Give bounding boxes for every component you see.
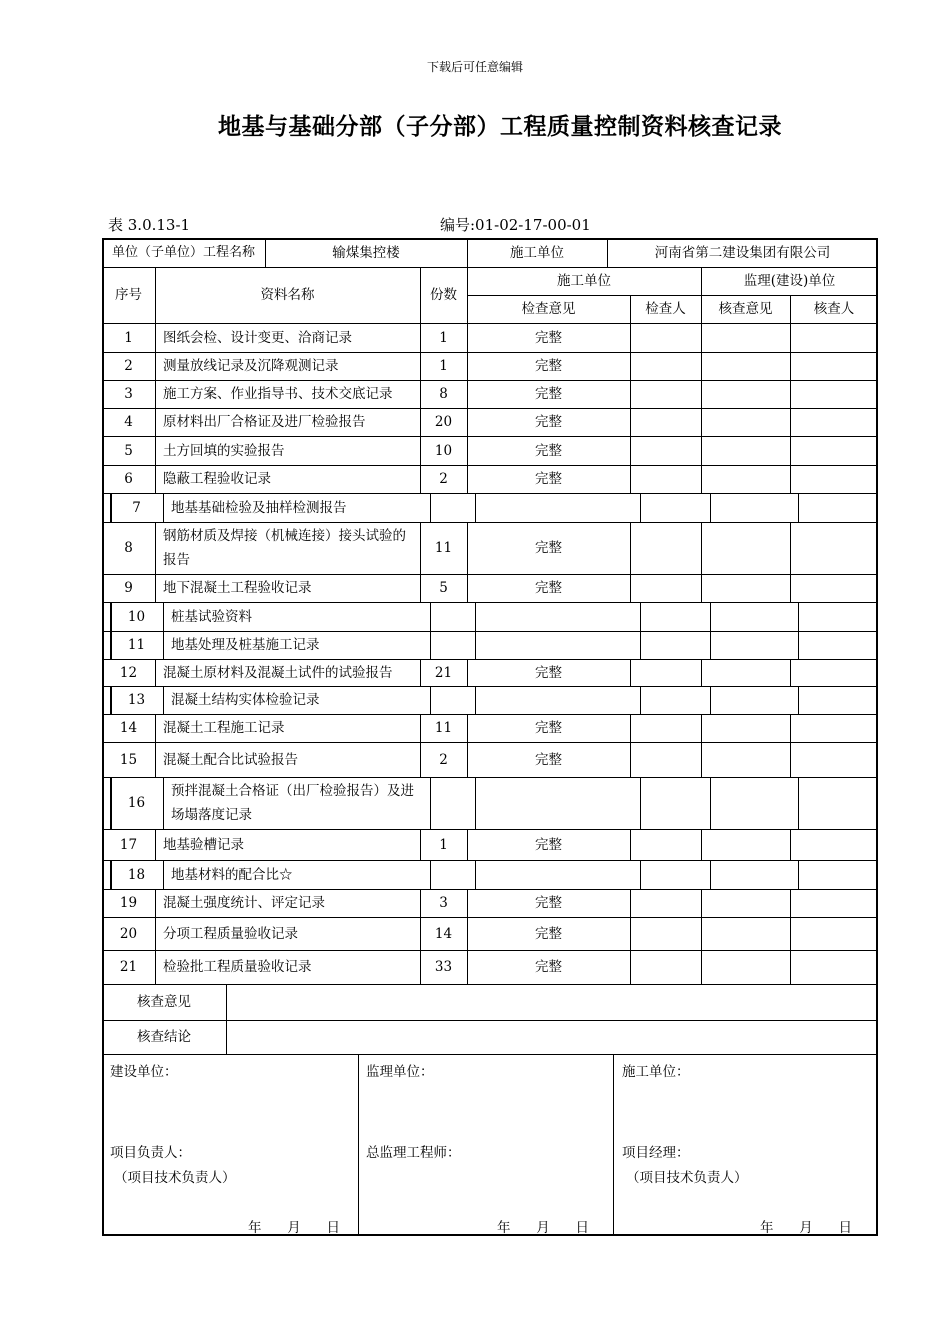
row-doc-name: 混凝土原材料及混凝土试件的试验报告 <box>163 664 393 681</box>
col-divider <box>790 465 791 493</box>
col-divider <box>630 659 631 686</box>
document-title: 地基与基础分部（子分部）工程质量控制资料核查记录 <box>218 114 782 140</box>
header-verify-opinion: 核查意见 <box>718 301 773 317</box>
col-divider <box>798 860 799 889</box>
col-divider <box>640 860 641 889</box>
row-seq: 18 <box>127 866 146 883</box>
row-copies: 1 <box>439 836 448 853</box>
col-divider <box>630 380 631 408</box>
col-divider <box>701 436 702 465</box>
row-seq: 7 <box>132 499 141 516</box>
row-doc-name: 桩基试验资料 <box>171 608 252 625</box>
row-seq: 14 <box>119 720 138 736</box>
row-doc-name: 地基基础检验及抽样检测报告 <box>171 499 347 516</box>
row-check-opinion: 完整 <box>535 414 562 430</box>
header-supervisor: 监理(建设)单位 <box>743 273 836 289</box>
col-divider <box>790 742 791 777</box>
signature-person: 项目经理： <box>622 1145 690 1161</box>
row-copies: 11 <box>434 540 453 556</box>
header-contractor: 施工单位 <box>557 273 611 289</box>
row-copies <box>430 493 475 522</box>
row-check-opinion: 完整 <box>535 580 562 596</box>
header-seq: 序号 <box>115 287 142 303</box>
col-divider <box>701 352 702 380</box>
project-name-value: 输煤集控楼 <box>332 244 400 261</box>
row-doc-name: 测量放线记录及沉降观测记录 <box>163 358 339 374</box>
row-seq: 1 <box>124 329 133 346</box>
row-doc-name: 施工方案、作业指导书、技术交底记录 <box>163 386 393 402</box>
col-divider <box>790 917 791 950</box>
row-seq: 5 <box>124 442 133 459</box>
col-divider <box>790 408 791 436</box>
col-divider <box>790 574 791 602</box>
row-check-opinion <box>475 777 640 829</box>
signature-unit: 建设单位： <box>110 1064 178 1080</box>
col-divider <box>640 686 641 714</box>
row-copies: 3 <box>439 895 448 911</box>
col-divider <box>630 465 631 493</box>
row-check-opinion <box>475 686 640 714</box>
signature-person-sub: （项目技术负责人） <box>626 1170 748 1186</box>
row-doc-name: 预拌混凝土合格证（出厂检验报告）及进场塌落度记录 <box>171 783 414 823</box>
col-divider <box>640 777 641 829</box>
row-seq: 9 <box>124 580 133 596</box>
row-copies <box>430 631 475 659</box>
col-divider <box>790 659 791 686</box>
signature-date: 年 月 日 <box>760 1220 852 1236</box>
col-divider <box>701 380 702 408</box>
row-copies <box>430 686 475 714</box>
row-seq: 10 <box>127 608 146 625</box>
col-divider <box>630 352 631 380</box>
row-copies: 14 <box>434 925 453 942</box>
row-check-opinion <box>475 602 640 631</box>
row-doc-name: 检验批工程质量验收记录 <box>163 959 312 975</box>
row-copies: 2 <box>439 471 448 487</box>
row-doc-name: 地下混凝土工程验收记录 <box>163 580 312 596</box>
col-divider <box>630 950 631 984</box>
row-seq: 16 <box>127 795 146 811</box>
col-divider <box>613 1054 614 1236</box>
document-number: 编号:01-02-17-00-01 <box>440 216 591 234</box>
col-divider <box>790 323 791 352</box>
row-doc-name: 图纸会检、设计变更、洽商记录 <box>163 329 352 346</box>
row-check-opinion: 完整 <box>535 386 562 402</box>
col-divider <box>701 714 702 742</box>
row-seq: 13 <box>127 692 146 708</box>
row-doc-name: 混凝土配合比试验报告 <box>163 751 298 768</box>
col-divider <box>630 829 631 860</box>
project-name-label: 单位（子单位）工程名称 <box>111 244 255 260</box>
col-divider <box>710 686 711 714</box>
header-checker: 检查人 <box>645 301 686 317</box>
row-check-opinion: 完整 <box>535 751 562 768</box>
col-divider <box>630 742 631 777</box>
col-divider <box>701 889 702 917</box>
col-divider <box>701 465 702 493</box>
signature-date: 年 月 日 <box>497 1220 589 1236</box>
header-verifier: 核查人 <box>813 301 855 317</box>
row-check-opinion: 完整 <box>535 925 562 942</box>
row-doc-name: 隐蔽工程验收记录 <box>163 471 271 487</box>
row-copies <box>430 602 475 631</box>
row-seq: 2 <box>124 358 133 374</box>
row-doc-name: 混凝土工程施工记录 <box>163 720 285 736</box>
row-check-opinion <box>475 860 640 889</box>
row-check-opinion: 完整 <box>535 471 562 487</box>
col-divider <box>790 522 791 574</box>
row-doc-name: 原材料出厂合格证及进厂检验报告 <box>163 414 366 430</box>
col-divider <box>710 493 711 522</box>
col-divider <box>710 602 711 631</box>
col-divider <box>790 714 791 742</box>
col-divider <box>798 631 799 659</box>
row-seq: 21 <box>119 959 138 975</box>
col-divider <box>701 917 702 950</box>
row-seq: 20 <box>119 925 138 942</box>
row-check-opinion: 完整 <box>535 664 562 681</box>
header-note: 下载后可任意编辑 <box>426 60 523 74</box>
col-divider <box>790 352 791 380</box>
row-doc-name: 分项工程质量验收记录 <box>163 925 298 942</box>
col-divider <box>701 742 702 777</box>
row-check-opinion: 完整 <box>535 720 562 736</box>
col-divider <box>640 602 641 631</box>
col-divider <box>790 380 791 408</box>
col-divider <box>630 323 631 352</box>
review-conclusion-label: 核查结论 <box>137 1029 191 1045</box>
col-divider <box>630 889 631 917</box>
row-copies: 33 <box>434 959 453 975</box>
signature-unit: 监理单位： <box>366 1064 434 1080</box>
row-check-opinion: 完整 <box>535 895 562 911</box>
row-check-opinion <box>475 493 640 522</box>
col-divider <box>790 889 791 917</box>
col-divider <box>701 829 702 860</box>
row-seq: 12 <box>119 664 138 681</box>
header-copies: 份数 <box>430 287 457 303</box>
signature-person: 总监理工程师： <box>366 1145 461 1161</box>
row-doc-name: 混凝土强度统计、评定记录 <box>163 895 325 911</box>
col-divider <box>640 493 641 522</box>
row-seq: 15 <box>119 751 138 768</box>
row-divider <box>102 1054 878 1055</box>
row-copies: 2 <box>439 751 448 768</box>
col-divider <box>798 686 799 714</box>
col-divider <box>640 631 641 659</box>
col-divider <box>790 829 791 860</box>
row-copies <box>430 860 475 889</box>
row-doc-name: 地基处理及桩基施工记录 <box>171 637 320 653</box>
col-divider <box>710 860 711 889</box>
row-doc-name: 土方回填的实验报告 <box>163 442 285 459</box>
col-divider <box>701 408 702 436</box>
col-divider <box>630 917 631 950</box>
col-divider <box>630 436 631 465</box>
col-divider <box>630 408 631 436</box>
row-doc-name: 混凝土结构实体检验记录 <box>171 692 320 708</box>
row-copies: 21 <box>434 664 453 681</box>
col-divider <box>798 493 799 522</box>
col-divider <box>701 574 702 602</box>
signature-person: 项目负责人： <box>110 1145 191 1161</box>
header-doc-name: 资料名称 <box>260 287 315 303</box>
row-seq: 8 <box>124 540 133 556</box>
row-doc-name: 钢筋材质及焊接（机械连接）接头试验的报告 <box>163 528 406 568</box>
signature-date: 年 月 日 <box>248 1220 340 1236</box>
col-divider <box>798 602 799 631</box>
col-divider <box>226 984 227 1054</box>
row-check-opinion: 完整 <box>535 358 562 374</box>
col-divider <box>790 950 791 984</box>
col-divider <box>358 1054 359 1236</box>
row-check-opinion: 完整 <box>535 540 562 556</box>
row-doc-name: 地基验槽记录 <box>163 836 244 853</box>
row-check-opinion: 完整 <box>535 959 562 975</box>
row-copies: 8 <box>439 386 448 402</box>
col-divider <box>630 522 631 574</box>
row-copies: 10 <box>434 442 453 459</box>
row-check-opinion: 完整 <box>535 329 562 346</box>
signature-person-sub: （项目技术负责人） <box>114 1170 236 1186</box>
contractor-label: 施工单位 <box>510 244 564 261</box>
row-seq: 6 <box>124 471 133 487</box>
header-check-opinion: 检查意见 <box>521 301 576 317</box>
col-divider <box>701 950 702 984</box>
row-check-opinion <box>475 631 640 659</box>
col-divider <box>630 714 631 742</box>
col-divider <box>790 436 791 465</box>
review-opinion-label: 核查意见 <box>137 994 191 1010</box>
row-copies: 11 <box>434 720 453 736</box>
col-divider <box>630 574 631 602</box>
row-copies: 1 <box>439 358 448 374</box>
contractor-value: 河南省第二建设集团有限公司 <box>654 244 831 261</box>
row-check-opinion: 完整 <box>535 442 562 459</box>
row-seq: 3 <box>124 386 133 402</box>
col-divider <box>710 777 711 829</box>
col-divider <box>701 659 702 686</box>
row-copies: 20 <box>434 414 453 430</box>
row-copies: 1 <box>439 329 448 346</box>
col-divider <box>798 777 799 829</box>
table-number: 表 3.0.13-1 <box>108 216 191 234</box>
row-copies: 5 <box>439 580 448 596</box>
row-check-opinion: 完整 <box>535 836 562 853</box>
row-seq: 11 <box>127 637 146 653</box>
col-divider <box>701 522 702 574</box>
row-copies <box>430 777 475 829</box>
col-divider <box>710 631 711 659</box>
row-seq: 17 <box>119 836 138 853</box>
row-doc-name: 地基材料的配合比☆ <box>171 866 293 883</box>
signature-unit: 施工单位： <box>622 1064 690 1080</box>
row-seq: 19 <box>119 895 138 911</box>
col-divider <box>701 323 702 352</box>
row-seq: 4 <box>124 414 133 430</box>
